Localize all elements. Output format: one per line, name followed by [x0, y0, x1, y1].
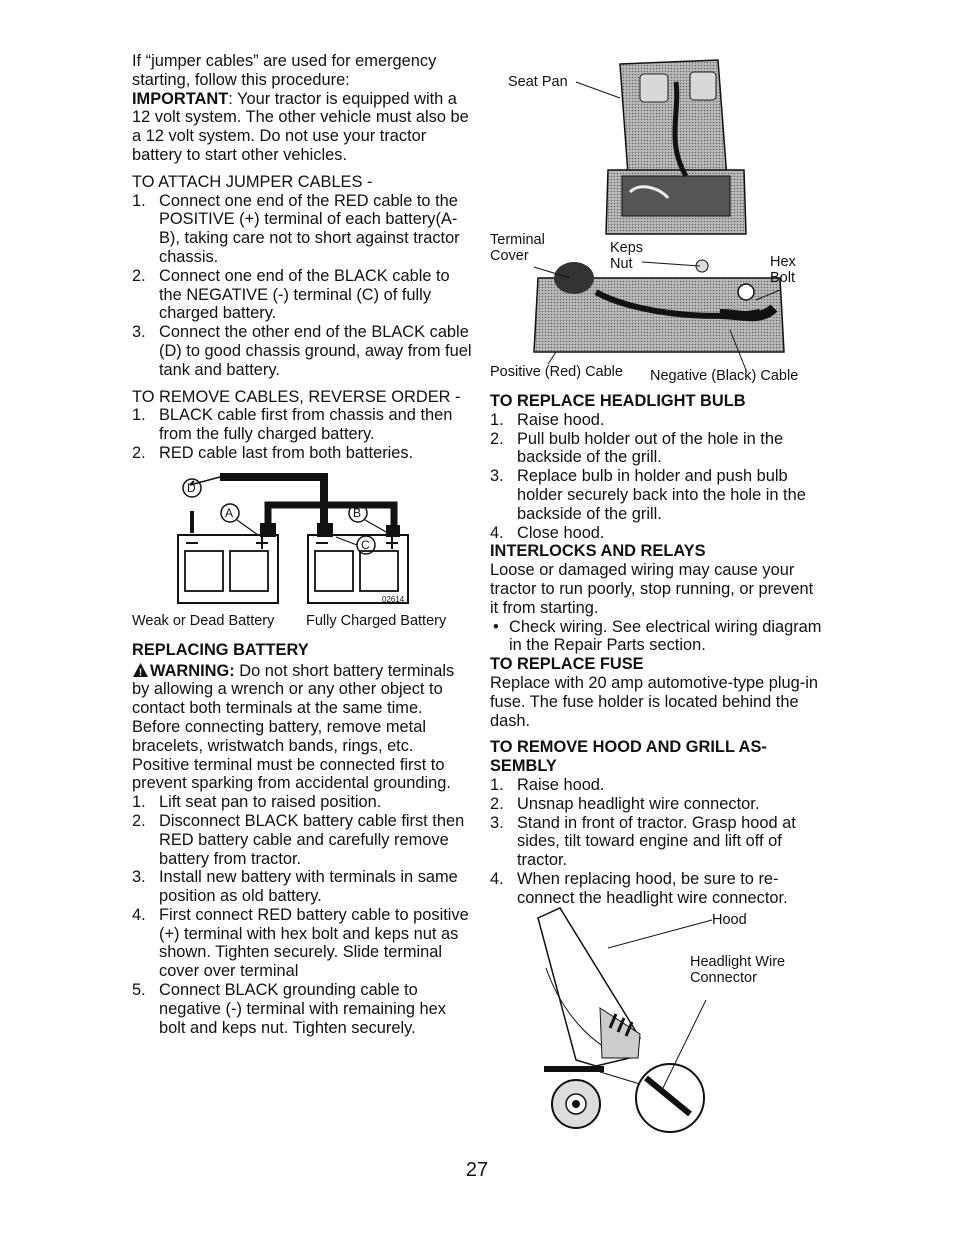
warning-icon — [132, 662, 149, 678]
warning-text: Do not short battery terminals by allowing a wrench or any other object to contact both terminals at the same time. Before connecting battery, remove metal bracelets, wristwatch bands, rings, etc. — [132, 661, 455, 755]
label-c: C — [361, 537, 370, 552]
list-item: 2. Connect one end of the BLACK cable to the NEGATIVE (-) terminal (C) of fully charged battery. — [132, 266, 450, 323]
warning-paragraph — [132, 662, 472, 756]
list-item: 1. Raise hood. — [490, 775, 605, 794]
list-item: 5. Connect BLACK grounding cable to negative (-) terminal with remaining hex bolt and keps nut. Tighten securely. — [132, 981, 446, 1037]
label-hood: Hood — [712, 911, 747, 928]
positive-terminal-note: Positive terminal must be connected first to prevent sparking from accidental grounding. — [132, 755, 451, 793]
label-headlight-wire: Headlight Wire Connector — [690, 953, 786, 986]
list-item: 2. Disconnect BLACK battery cable first then RED battery cable and carefully remove battery from tractor. — [132, 811, 465, 868]
intro-paragraph — [132, 52, 472, 165]
list-item: 4. When replacing hood, be sure to re-connect the headlight wire connector. — [490, 869, 788, 907]
interlocks-heading: INTERLOCKS AND RELAYS — [490, 542, 706, 561]
label-b: B — [353, 505, 362, 520]
remove-steps — [132, 406, 472, 462]
hood-heading: TO REMOVE HOOD AND GRILL AS-SEMBLY — [490, 738, 767, 776]
battery-illustration — [490, 52, 825, 392]
list-item: 2. Unsnap headlight wire connector. — [490, 794, 760, 813]
list-item: 1. BLACK cable first from chassis and then from the fully charged battery. — [132, 406, 453, 444]
list-item: 2. Pull bulb holder out of the hole in the backside of the grill. — [490, 429, 784, 467]
list-item: 4. First connect RED battery cable to positive (+) terminal with hex bolt and keps nut as shown. Tighten securely. Slide terminal cover over terminal — [132, 905, 469, 981]
figure-code: 02614 — [382, 594, 405, 604]
interlocks-text: Loose or damaged wiring may cause your tractor to run poorly, stop running, or prevent it from starting. — [490, 561, 814, 617]
hood-drawing — [490, 908, 825, 1148]
warning-label: WARNING: — [150, 661, 235, 680]
list-item: 3. Connect the other end of the BLACK cable (D) to good chassis ground, away from fuel tank and battery. — [132, 323, 472, 379]
svg-text:!: ! — [138, 667, 143, 679]
list-item: 1. Raise hood. — [490, 410, 605, 429]
list-item: • Check wiring. See electrical wiring diagram in the Repair Parts section. — [490, 618, 825, 656]
replace-battery-steps — [132, 793, 472, 1037]
label-a: A — [225, 505, 234, 520]
list-item: 1. Connect one end of the RED cable to the POSITIVE (+) terminal of each battery(A-B), taking care not to short against tractor chassis. — [132, 191, 460, 266]
list-item: 1. Lift seat pan to raised position. — [132, 793, 382, 812]
label-positive-cable: Positive (Red) Cable — [490, 364, 623, 380]
label-d: D — [187, 480, 196, 495]
page-number: 27 — [465, 1159, 489, 1181]
important-text: : Your tractor is equipped with a 12 volt system. The other vehicle must also be a 12 volt system. Do not use your tractor battery to start other vehicles. — [132, 89, 469, 164]
label-keps-nut: Keps Nut — [610, 240, 644, 272]
hood-illustration — [490, 908, 825, 1148]
fuse-text: Replace with 20 amp automotive-type plug-in fuse. The fuse holder is located behind the dash. — [490, 673, 818, 730]
caption-charged-battery: Fully Charged Battery — [306, 612, 447, 629]
list-item: 3. Install new battery with terminals in same position as old battery. — [132, 868, 458, 906]
label-terminal-cover: Terminal Cover — [490, 232, 545, 264]
interlocks-bullets — [490, 618, 825, 656]
seat-pan-battery-drawing — [490, 52, 825, 392]
replacing-battery-heading: REPLACING BATTERY — [132, 640, 309, 659]
list-item: 3. Stand in front of tractor. Grasp hood at sides, tilt toward engine and lift off of tractor. — [490, 813, 796, 870]
attach-steps — [132, 192, 472, 380]
jumper-cable-figure — [132, 463, 472, 639]
important-label: IMPORTANT — [132, 89, 229, 108]
left-column — [132, 52, 472, 1037]
list-item: 3. Replace bulb in holder and push bulb holder securely back into the hole in the backside of the grill. — [490, 467, 806, 523]
headlight-steps — [490, 411, 825, 543]
hood-steps — [490, 776, 825, 908]
intro-text: If “jumper cables” are used for emergency starting, follow this procedure: — [132, 52, 437, 89]
remove-heading: TO REMOVE CABLES, REVERSE ORDER - — [132, 387, 461, 406]
label-negative-cable: Negative (Black) Cable — [650, 368, 799, 384]
label-hex-bolt: Hex Bolt — [770, 254, 796, 286]
right-column — [490, 52, 825, 1148]
fuse-heading: TO REPLACE FUSE — [490, 655, 644, 674]
list-item: 4. Close hood. — [490, 523, 605, 542]
list-item: 2. RED cable last from both batteries. — [132, 443, 414, 462]
headlight-heading: TO REPLACE HEADLIGHT BULB — [490, 392, 746, 410]
label-seat-pan: Seat Pan — [508, 74, 568, 90]
attach-heading: TO ATTACH JUMPER CABLES - — [132, 172, 373, 191]
caption-weak-battery: Weak or Dead Battery — [132, 612, 275, 629]
